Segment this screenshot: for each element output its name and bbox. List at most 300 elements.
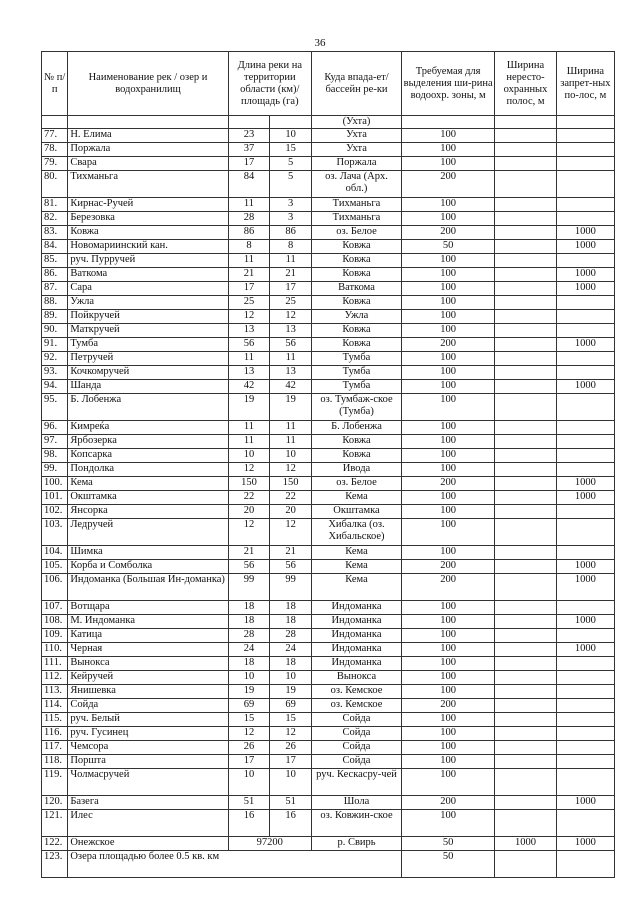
page-number: 36 xyxy=(314,37,326,49)
length-in-region: 13 xyxy=(270,324,312,338)
row-number: 79. xyxy=(42,157,68,171)
spawning-width xyxy=(495,546,556,560)
flows-into: р. Свирь xyxy=(312,837,402,851)
length-in-region: 69 xyxy=(270,699,312,713)
length-in-region: 12 xyxy=(270,463,312,477)
zone-width: 100 xyxy=(402,671,495,685)
flows-into: Кема xyxy=(312,574,402,601)
zone-width: 100 xyxy=(402,435,495,449)
flows-into: Ковжа xyxy=(312,240,402,254)
table-row xyxy=(42,741,615,755)
length-in-region: 5 xyxy=(270,157,312,171)
water-body-name: Ковжа xyxy=(68,226,228,240)
flows-into: Тумба xyxy=(312,366,402,380)
table-row xyxy=(42,463,615,477)
zone-width: 100 xyxy=(402,741,495,755)
row-number: 114. xyxy=(42,699,68,713)
spawning-width xyxy=(495,560,556,574)
table-row xyxy=(42,727,615,741)
zone-width: 50 xyxy=(402,837,495,851)
length-in-region: 19 xyxy=(270,685,312,699)
zone-width: 100 xyxy=(402,254,495,268)
forbidden-width xyxy=(556,366,614,380)
length-km: 10 xyxy=(228,449,270,463)
length-in-region: 150 xyxy=(270,477,312,491)
length-in-region: 12 xyxy=(270,727,312,741)
spawning-width xyxy=(495,324,556,338)
flows-into: Сойда xyxy=(312,755,402,769)
forbidden-width: 1000 xyxy=(556,338,614,352)
table-row xyxy=(42,240,615,254)
table-row xyxy=(42,657,615,671)
row-number: 117. xyxy=(42,741,68,755)
zone-width: 100 xyxy=(402,198,495,212)
flows-into: руч. Кескасру-чей xyxy=(312,769,402,796)
table-row xyxy=(42,477,615,491)
row-number: 103. xyxy=(42,519,68,546)
length-km: 10 xyxy=(228,769,270,796)
length-in-region: 18 xyxy=(270,657,312,671)
water-body-name: Кимреќа xyxy=(68,421,228,435)
table-row xyxy=(42,574,615,601)
spawning-width xyxy=(495,713,556,727)
length-km: 10 xyxy=(228,671,270,685)
row-number: 105. xyxy=(42,560,68,574)
table-row xyxy=(42,171,615,198)
forbidden-width: 1000 xyxy=(556,240,614,254)
spawning-width xyxy=(495,226,556,240)
zone-width: 100 xyxy=(402,143,495,157)
table-row xyxy=(42,491,615,505)
water-body-name: Тихманьга xyxy=(68,171,228,198)
table-row xyxy=(42,449,615,463)
forbidden-width: 1000 xyxy=(556,574,614,601)
forbidden-width: 1000 xyxy=(556,477,614,491)
row-number: 118. xyxy=(42,755,68,769)
length-in-region: 10 xyxy=(270,671,312,685)
forbidden-width xyxy=(556,421,614,435)
spawning-width xyxy=(495,352,556,366)
water-body-name: Сойда xyxy=(68,699,228,713)
table-row xyxy=(42,380,615,394)
length-km: 22 xyxy=(228,491,270,505)
table-row xyxy=(42,129,615,143)
length-in-region: 12 xyxy=(270,310,312,324)
row-number: 89. xyxy=(42,310,68,324)
flows-into: Шола xyxy=(312,796,402,810)
table-row xyxy=(42,310,615,324)
row-number: 110. xyxy=(42,643,68,657)
water-body-name: руч. Белый xyxy=(68,713,228,727)
zone-width: 100 xyxy=(402,380,495,394)
water-body-name: Маткручей xyxy=(68,324,228,338)
length-km: 23 xyxy=(228,129,270,143)
length-in-region: 25 xyxy=(270,296,312,310)
water-body-name: Вотщара xyxy=(68,601,228,615)
forbidden-width xyxy=(556,435,614,449)
spawning-width xyxy=(495,477,556,491)
forbidden-width xyxy=(556,769,614,796)
row-number: 101. xyxy=(42,491,68,505)
flows-into: Поржала xyxy=(312,157,402,171)
table-header-row xyxy=(42,52,615,116)
spawning-width xyxy=(495,296,556,310)
water-body-name: Чемсора xyxy=(68,741,228,755)
table-row xyxy=(42,560,615,574)
table-row xyxy=(42,546,615,560)
spawning-width xyxy=(495,615,556,629)
row-number: 85. xyxy=(42,254,68,268)
water-body-name: Ледручей xyxy=(68,519,228,546)
water-body-name: Ярбозерка xyxy=(68,435,228,449)
spawning-width xyxy=(495,505,556,519)
table-row xyxy=(42,366,615,380)
spawning-width xyxy=(495,671,556,685)
zone-width: 200 xyxy=(402,226,495,240)
water-body-name: Свара xyxy=(68,157,228,171)
table-row xyxy=(42,435,615,449)
spawning-width xyxy=(495,129,556,143)
forbidden-width xyxy=(556,810,614,837)
zone-width: 50 xyxy=(402,851,495,878)
length-km: 12 xyxy=(228,727,270,741)
forbidden-width: 1000 xyxy=(556,796,614,810)
spawning-width xyxy=(495,394,556,421)
length-km: 11 xyxy=(228,198,270,212)
forbidden-width xyxy=(556,685,614,699)
header-num: № п/п xyxy=(42,52,68,116)
spawning-width xyxy=(495,171,556,198)
spawning-width xyxy=(495,421,556,435)
zone-width: 100 xyxy=(402,657,495,671)
spawning-width xyxy=(495,143,556,157)
water-body-name: Березовка xyxy=(68,212,228,226)
flows-into: Ковжа xyxy=(312,324,402,338)
forbidden-width xyxy=(556,601,614,615)
water-body-name: Черная xyxy=(68,643,228,657)
water-body-name: Янишевка xyxy=(68,685,228,699)
spawning-width xyxy=(495,796,556,810)
water-body-name: Петручей xyxy=(68,352,228,366)
water-body-name: Б. Лобенжа xyxy=(68,394,228,421)
row-number: 115. xyxy=(42,713,68,727)
water-bodies-table xyxy=(41,51,615,878)
forbidden-width: 1000 xyxy=(556,560,614,574)
forbidden-width xyxy=(556,741,614,755)
flows-into: Ковжа xyxy=(312,296,402,310)
zone-width: 200 xyxy=(402,574,495,601)
spawning-width xyxy=(495,643,556,657)
zone-width: 100 xyxy=(402,810,495,837)
spawning-width xyxy=(495,769,556,796)
spawning-width xyxy=(495,338,556,352)
row-number: 96. xyxy=(42,421,68,435)
water-body-name: Кейручей xyxy=(68,671,228,685)
table-row xyxy=(42,282,615,296)
flows-into: Ухта xyxy=(312,143,402,157)
table-row xyxy=(42,755,615,769)
water-body-name: руч. Пурручей xyxy=(68,254,228,268)
flows-into: Ужла xyxy=(312,310,402,324)
water-body-name: Янсорка xyxy=(68,505,228,519)
zone-width: 100 xyxy=(402,352,495,366)
length-km: 15 xyxy=(228,713,270,727)
water-body-name: Ваткома xyxy=(68,268,228,282)
table-row xyxy=(42,643,615,657)
table-row xyxy=(42,226,615,240)
flows-into: Ухта xyxy=(312,129,402,143)
length-km: 20 xyxy=(228,505,270,519)
zone-width: 100 xyxy=(402,310,495,324)
flows-into: Вынокса xyxy=(312,671,402,685)
table-row xyxy=(42,699,615,713)
length-in-region: 5 xyxy=(270,171,312,198)
forbidden-width xyxy=(556,296,614,310)
header-forbidden-width: Ширина запрет-ных по-лос, м xyxy=(556,52,614,116)
row-number: 84. xyxy=(42,240,68,254)
forbidden-width: 1000 xyxy=(556,643,614,657)
flows-into: оз. Кемское xyxy=(312,685,402,699)
length-in-region: 10 xyxy=(270,449,312,463)
flows-into: Окштамка xyxy=(312,505,402,519)
length-km: 12 xyxy=(228,310,270,324)
forbidden-width xyxy=(556,671,614,685)
row-number: 102. xyxy=(42,505,68,519)
spawning-width xyxy=(495,755,556,769)
forbidden-width: 1000 xyxy=(556,282,614,296)
table-row xyxy=(42,338,615,352)
length-km: 24 xyxy=(228,643,270,657)
flows-into: Индоманка xyxy=(312,629,402,643)
flows-into: Ковжа xyxy=(312,338,402,352)
row-number: 86. xyxy=(42,268,68,282)
length-in-region: 21 xyxy=(270,546,312,560)
flows-into: Кема xyxy=(312,546,402,560)
header-length: Длина реки на территории области (км)/ площадь (га) xyxy=(228,52,311,116)
table-row xyxy=(42,837,615,851)
zone-width: 100 xyxy=(402,268,495,282)
spawning-width xyxy=(495,254,556,268)
table-row xyxy=(42,143,615,157)
zone-width: 50 xyxy=(402,240,495,254)
water-body-name: Копсарка xyxy=(68,449,228,463)
forbidden-width xyxy=(556,755,614,769)
row-number: 111. xyxy=(42,657,68,671)
forbidden-width: 1000 xyxy=(556,226,614,240)
length-in-region: 11 xyxy=(270,352,312,366)
table-row xyxy=(42,505,615,519)
forbidden-width xyxy=(556,212,614,226)
table-row xyxy=(42,296,615,310)
water-body-name: Кочкомручей xyxy=(68,366,228,380)
row-number: 82. xyxy=(42,212,68,226)
water-body-name: Шимка xyxy=(68,546,228,560)
table-row xyxy=(42,601,615,615)
flows-into: Сойда xyxy=(312,741,402,755)
zone-width: 100 xyxy=(402,519,495,546)
table-row xyxy=(42,268,615,282)
forbidden-width xyxy=(556,505,614,519)
row-number: 95. xyxy=(42,394,68,421)
length-area: 97200 xyxy=(228,837,311,851)
length-in-region: 21 xyxy=(270,268,312,282)
forbidden-width xyxy=(556,171,614,198)
flows-into: Кема xyxy=(312,560,402,574)
length-km: 28 xyxy=(228,629,270,643)
length-in-region: 51 xyxy=(270,796,312,810)
length-km: 19 xyxy=(228,394,270,421)
spawning-width xyxy=(495,574,556,601)
length-in-region: 17 xyxy=(270,755,312,769)
water-body-name: Сара xyxy=(68,282,228,296)
length-km: 11 xyxy=(228,254,270,268)
row-number: 113. xyxy=(42,685,68,699)
length-km: 84 xyxy=(228,171,270,198)
length-km: 28 xyxy=(228,212,270,226)
spawning-width xyxy=(495,810,556,837)
zone-width: 100 xyxy=(402,685,495,699)
table-row xyxy=(42,352,615,366)
row-number: 119. xyxy=(42,769,68,796)
zone-width: 100 xyxy=(402,727,495,741)
flows-into: Индоманка xyxy=(312,657,402,671)
zone-width: 100 xyxy=(402,505,495,519)
flows-into: Ваткома xyxy=(312,282,402,296)
forbidden-width xyxy=(556,449,614,463)
water-body-name: Тумба xyxy=(68,338,228,352)
row-number: 91. xyxy=(42,338,68,352)
table-row xyxy=(42,254,615,268)
table-row xyxy=(42,769,615,796)
length-km: 19 xyxy=(228,685,270,699)
zone-width: 100 xyxy=(402,449,495,463)
length-km: 13 xyxy=(228,324,270,338)
flows-into: Индоманка xyxy=(312,601,402,615)
table-row xyxy=(42,394,615,421)
length-km: 18 xyxy=(228,657,270,671)
zone-width: 100 xyxy=(402,546,495,560)
spawning-width xyxy=(495,212,556,226)
length-in-region: 20 xyxy=(270,505,312,519)
length-km: 86 xyxy=(228,226,270,240)
spawning-width xyxy=(495,727,556,741)
zone-width: 100 xyxy=(402,129,495,143)
spawning-width xyxy=(495,685,556,699)
row-number: 106. xyxy=(42,574,68,601)
water-body-name: Н. Елима xyxy=(68,129,228,143)
length-km: 17 xyxy=(228,755,270,769)
zone-width: 100 xyxy=(402,629,495,643)
forbidden-width xyxy=(556,198,614,212)
spawning-width xyxy=(495,282,556,296)
zone-width: 100 xyxy=(402,282,495,296)
spawning-width xyxy=(495,449,556,463)
zone-width: 100 xyxy=(402,324,495,338)
length-in-region: 28 xyxy=(270,629,312,643)
row-number: 87. xyxy=(42,282,68,296)
spawning-width xyxy=(495,491,556,505)
length-km: 56 xyxy=(228,560,270,574)
length-in-region: 99 xyxy=(270,574,312,601)
length-in-region: 18 xyxy=(270,615,312,629)
length-km: 21 xyxy=(228,268,270,282)
spawning-width xyxy=(495,157,556,171)
length-in-region: 10 xyxy=(270,769,312,796)
water-body-name: Кема xyxy=(68,477,228,491)
table-row xyxy=(42,851,615,878)
length-km: 37 xyxy=(228,143,270,157)
length-in-region: 86 xyxy=(270,226,312,240)
water-body-name: Корба и Сомболка xyxy=(68,560,228,574)
flows-into: Индоманка xyxy=(312,615,402,629)
forbidden-width: 1000 xyxy=(556,615,614,629)
flows-into: Ковжа xyxy=(312,449,402,463)
length-in-region: 12 xyxy=(270,519,312,546)
row-number: 98. xyxy=(42,449,68,463)
length-in-region: 18 xyxy=(270,601,312,615)
forbidden-width xyxy=(556,519,614,546)
spawning-width xyxy=(495,519,556,546)
spawning-width xyxy=(495,198,556,212)
water-body-name: Онежское xyxy=(68,837,228,851)
row-number: 90. xyxy=(42,324,68,338)
forbidden-width xyxy=(556,352,614,366)
water-body-name: Окштамка xyxy=(68,491,228,505)
forbidden-width xyxy=(556,463,614,477)
row-number: 92. xyxy=(42,352,68,366)
length-km: 25 xyxy=(228,296,270,310)
flows-into: оз. Ковжин-ское xyxy=(312,810,402,837)
row-number: 81. xyxy=(42,198,68,212)
spawning-width xyxy=(495,629,556,643)
row-number: 108. xyxy=(42,615,68,629)
header-flows-into: Куда впада-ет/бассейн ре-ки xyxy=(312,52,402,116)
length-km: 13 xyxy=(228,366,270,380)
length-in-region: 10 xyxy=(270,129,312,143)
row-number: 94. xyxy=(42,380,68,394)
forbidden-width: 1000 xyxy=(556,380,614,394)
length-in-region: 22 xyxy=(270,491,312,505)
length-km: 56 xyxy=(228,338,270,352)
zone-width: 100 xyxy=(402,615,495,629)
row-number: 107. xyxy=(42,601,68,615)
length-km: 99 xyxy=(228,574,270,601)
water-body-name: Ужла xyxy=(68,296,228,310)
length-km: 69 xyxy=(228,699,270,713)
spawning-width xyxy=(495,699,556,713)
row-number: 99. xyxy=(42,463,68,477)
row-number: 97. xyxy=(42,435,68,449)
length-km: 17 xyxy=(228,157,270,171)
forbidden-width xyxy=(556,324,614,338)
flows-into: оз. Белое xyxy=(312,226,402,240)
forbidden-width xyxy=(556,310,614,324)
water-body-name: Озера площадью более 0.5 кв. км xyxy=(68,851,402,878)
spawning-width xyxy=(495,851,556,878)
length-km: 150 xyxy=(228,477,270,491)
length-km: 51 xyxy=(228,796,270,810)
table-row xyxy=(42,519,615,546)
zone-width: 100 xyxy=(402,157,495,171)
water-body-name: Чолмасручей xyxy=(68,769,228,796)
zone-width: 200 xyxy=(402,796,495,810)
row-number: 120. xyxy=(42,796,68,810)
length-in-region: 17 xyxy=(270,282,312,296)
spawning-width xyxy=(495,240,556,254)
spawning-width xyxy=(495,601,556,615)
forbidden-width xyxy=(556,713,614,727)
forbidden-width xyxy=(556,851,614,878)
